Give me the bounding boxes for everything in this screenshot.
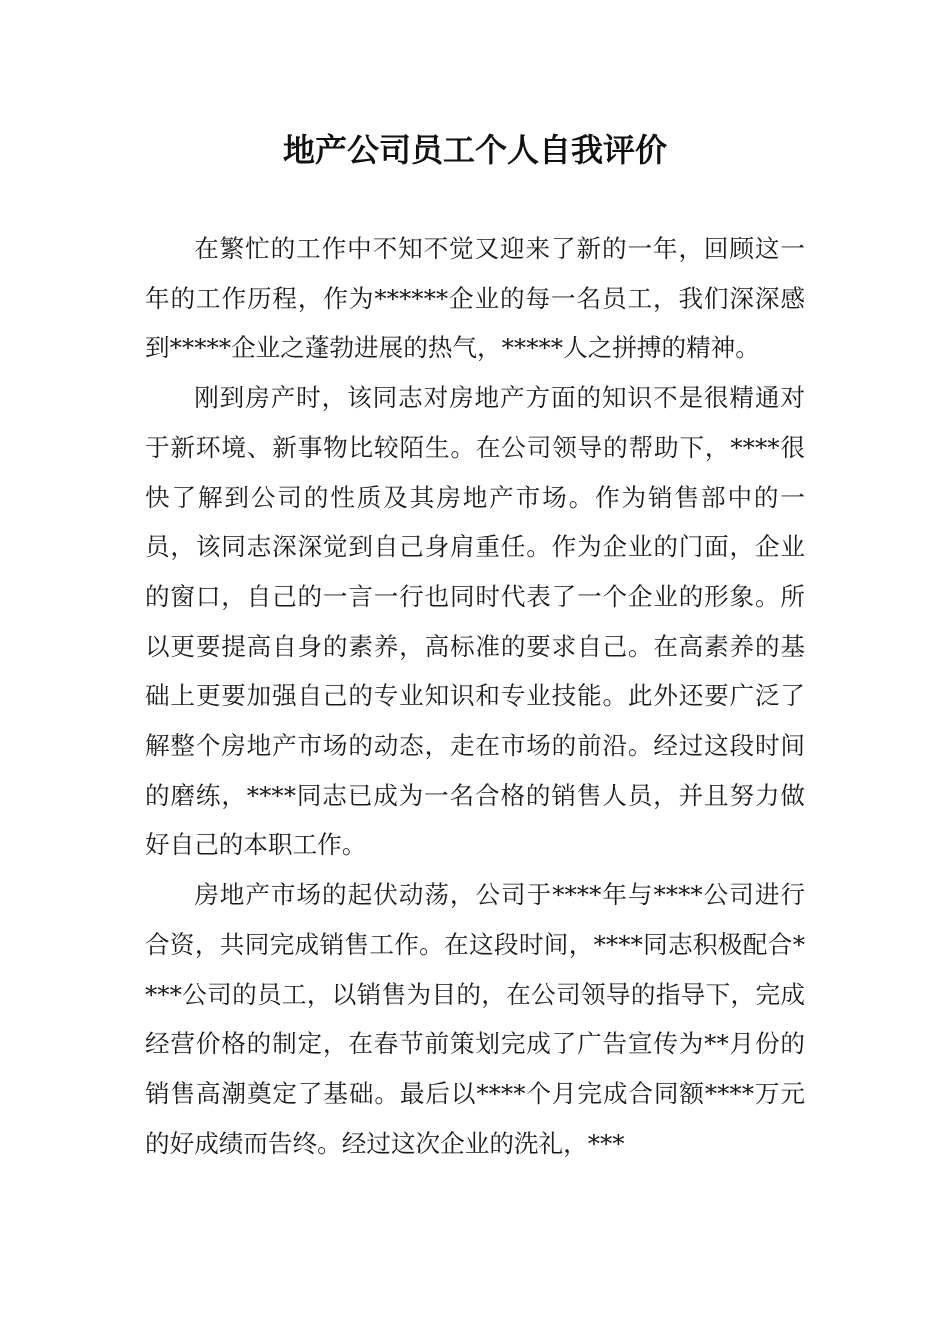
paragraph-2: 刚到房产时，该同志对房地产方面的知识不是很精通对于新环境、新事物比较陌生。在公司领导的帮助下，****很快了解到公司的性质及其房地产市场。作为销售部中的一员，该同志深深觉到自己身肩重任。作为企业的门面，企业的窗口，自己的一言一行也同时代表了一个企业的形象。所以更要提高自身的素养，高标准的要求自己。在高素养的基础上更要加强自己的专业知识和专业技能。此外还要广泛了解整个房地产市场的动态，走在市场的前沿。经过这段时间的磨练，****同志已成为一名合格的销售人员，并且努力做好自己的本职工作。 bbox=[145, 383, 805, 860]
paragraph-3: 房地产市场的起伏动荡，公司于****年与****公司进行合资，共同完成销售工作。在这段时间，****同志积极配合****公司的员工，以销售为目的，在公司领导的指导下，完成经营价格的制定，在春节前策划完成了广告宣传为**月份的销售高潮奠定了基础。最后以****个月完成合同额****万元的好成绩而告终。经过这次企业的洗礼，*** bbox=[145, 880, 805, 1158]
document-title: 地产公司员工个人自我评价 bbox=[282, 131, 667, 169]
paragraph-1: 在繁忙的工作中不知不觉又迎来了新的一年，回顾这一年的工作历程，作为******企业的每一名员工，我们深深感到*****企业之蓬勃进展的热气，*****人之拼搏的精神。 bbox=[145, 234, 805, 363]
document-body bbox=[145, 224, 805, 1168]
